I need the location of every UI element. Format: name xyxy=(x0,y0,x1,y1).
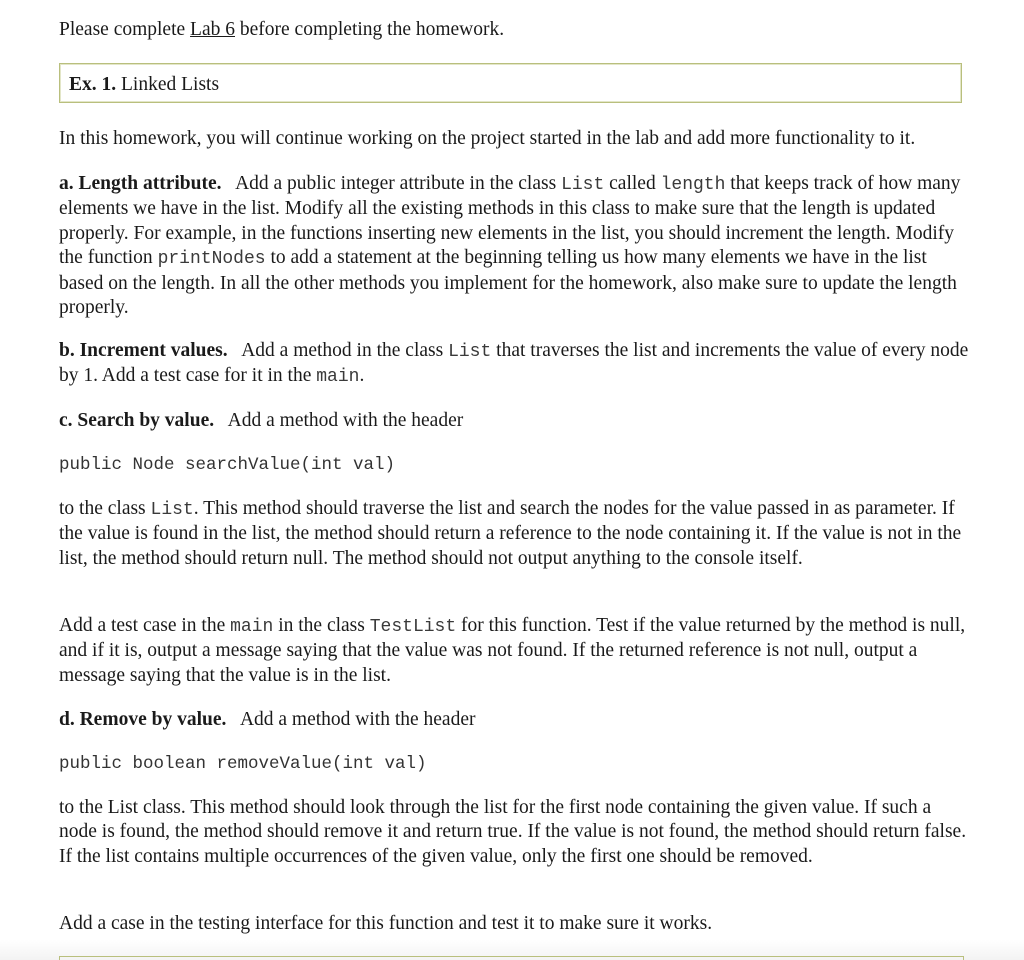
part-d-heading: d. Remove by value. xyxy=(59,709,227,730)
part-a-heading: a. Length attribute. xyxy=(59,173,222,194)
search-value-signature: public Node searchValue(int val) xyxy=(59,455,396,475)
part-a-text: called xyxy=(604,173,661,194)
part-c-text: Add a method with the header xyxy=(227,410,464,431)
part-c-heading: c. Search by value. xyxy=(59,410,215,431)
part-c-test-instructions xyxy=(59,614,969,688)
part-c-text: . This method should traverse the list and search the nodes for the value passed in as parameter. If the value is found in the list, the method should return a reference to the node containing it. If the value is not in the list, the method should return null. The method should not output anything to the console itself. xyxy=(59,498,962,569)
part-c-code-list: List xyxy=(150,500,194,520)
part-c-text: to the class xyxy=(59,498,151,519)
part-c-text: for this function. Test if the value returned by the method is null, and if it is, output a message saying that the value was not found. If the returned reference is not null, output a message saying that the value is in the list. xyxy=(59,615,966,686)
part-b-code-main: main xyxy=(316,367,360,388)
part-a-code-printnodes: printNodes xyxy=(157,249,266,270)
part-a-text: that keeps track of how many elements we have in the list. Modify all the existing methods in this class to make sure that the length is updated properly. For example, in the functions inserting new elements in the list, you should increment the length. Modify the function xyxy=(59,173,961,269)
remove-value-signature: public boolean removeValue(int val) xyxy=(59,754,427,774)
part-a-text: Add a public integer attribute in the class xyxy=(235,173,562,194)
part-b-text: that traverses the list and increments the value of every node by 1. Add a test case for it in the xyxy=(59,340,969,387)
part-c-text: in the class xyxy=(273,615,370,636)
part-c-description xyxy=(59,497,969,571)
exercise-title: Linked Lists xyxy=(121,74,220,95)
part-d-test-instructions: Add a case in the testing interface for this function and test it to make sure it works. xyxy=(59,913,713,934)
part-a-paragraph xyxy=(59,172,969,320)
part-d-description: to the List class. This method should look through the list for the first node containing the given value. If such a node is found, the method should remove it and return true. If the value is not found, the method should return false. If the list contains multiple occurrences of the given value, only the first one should be removed. xyxy=(59,797,967,867)
part-b-code-list: List xyxy=(448,342,492,362)
part-b-text: . xyxy=(359,365,365,387)
part-b-heading: b. Increment values. xyxy=(59,340,228,361)
part-b-paragraph xyxy=(59,339,969,390)
part-b-text: Add a method in the class xyxy=(241,340,449,361)
overview-paragraph: In this homework, you will continue working on the project started in the lab and add more functionality to it. xyxy=(59,128,916,149)
part-d-intro xyxy=(59,708,969,732)
exercise-number: Ex. 1. xyxy=(69,74,117,95)
next-exercise-box-edge xyxy=(59,956,964,960)
part-d-text: Add a method with the header xyxy=(239,709,476,730)
part-a-text: to add a statement at the beginning telling us how many elements we have in the list based on the length. In all the other methods you implement for the homework, also make sure to update the length properly. xyxy=(59,247,957,319)
part-a-code-list: List xyxy=(561,175,605,195)
part-c-intro xyxy=(59,409,969,433)
part-c-code-main: main xyxy=(230,617,274,637)
intro-text-before: Please complete xyxy=(59,19,191,40)
intro-line xyxy=(59,18,504,42)
lab-6-link[interactable]: Lab 6 xyxy=(190,19,235,40)
part-a-code-length: length xyxy=(660,175,726,195)
part-c-code-testlist: TestList xyxy=(369,617,457,637)
intro-text-after: before completing the homework. xyxy=(235,19,505,40)
part-c-text: Add a test case in the xyxy=(59,615,231,636)
exercise-header-box xyxy=(59,63,962,103)
